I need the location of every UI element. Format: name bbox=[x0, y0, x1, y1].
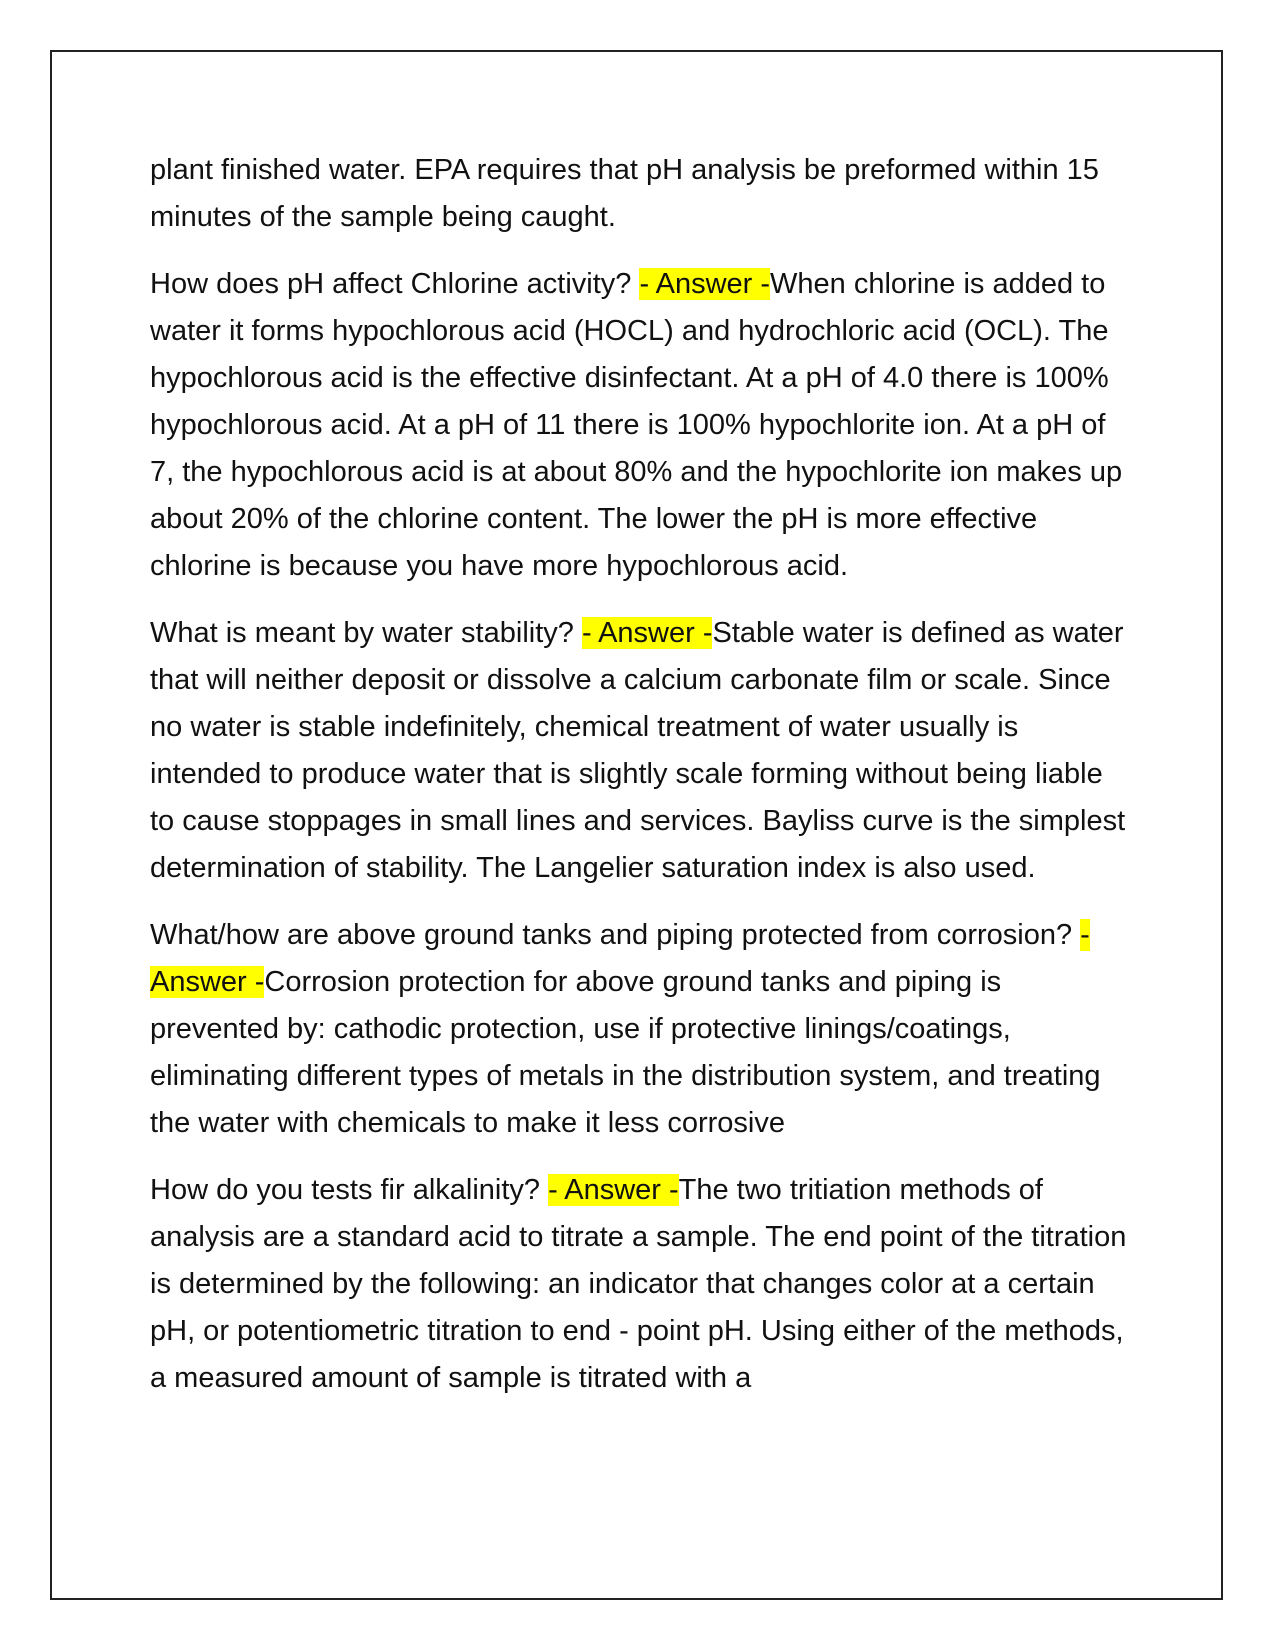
qa-paragraph-alkalinity bbox=[150, 1167, 1130, 1402]
answer-text: The two tritiation methods of analysis are a standard acid to titrate a sample. The end point of the titration is determined by the following: an indicator that changes color at a certain pH, or potentiometric titration to end - point pH. Using either of the methods, a measured amount of sample is titrated with a bbox=[150, 1174, 1127, 1394]
answer-marker-highlight: - Answer - bbox=[581, 617, 713, 649]
answer-marker-highlight: - Answer - bbox=[150, 919, 1090, 998]
qa-paragraph-corrosion bbox=[150, 912, 1130, 1147]
answer-marker-highlight: - Answer - bbox=[548, 1174, 679, 1206]
intro-text: plant finished water. EPA requires that pH analysis be preformed within 15 minutes of the sample being caught. bbox=[150, 154, 1099, 233]
answer-text: Corrosion protection for above ground tanks and piping is prevented by: cathodic protection, use if protective linings/coatings, eliminating different types of metals in the distribution system, and treating the water with chemicals to make it less corrosive bbox=[150, 966, 1101, 1139]
question-text: How do you tests fir alkalinity? bbox=[150, 1174, 549, 1206]
document-body bbox=[150, 147, 1130, 1422]
question-text: What is meant by water stability? bbox=[150, 617, 582, 649]
qa-paragraph-chlorine bbox=[150, 261, 1130, 590]
answer-text: When chlorine is added to water it forms hypochlorous acid (HOCL) and hydrochloric acid (OCL). The hypochlorous acid is the effective disinfectant. At a pH of 4.0 there is 100% hypochlorous acid. At a pH of 11 there is 100% hypochlorite ion. At a pH of 7, the hypochlorous acid is at about 80% and the hypochlorite ion makes up about 20% of the chlorine content. The lower the pH is more effective chlorine is because you have more hypochlorous acid. bbox=[150, 268, 1123, 582]
qa-paragraph-stability bbox=[150, 610, 1130, 892]
question-text: What/how are above ground tanks and piping protected from corrosion? bbox=[150, 919, 1081, 951]
question-text: How does pH affect Chlorine activity? bbox=[150, 268, 640, 300]
paragraph-intro bbox=[150, 147, 1130, 241]
answer-text: Stable water is defined as water that will neither deposit or dissolve a calcium carbonate film or scale. Since no water is stable indefinitely, chemical treatment of water usually is intended to produce water that is slightly scale forming without being liable to cause stoppages in small lines and services. Bayliss curve is the simplest determination of stability. The Langelier saturation index is also used. bbox=[150, 617, 1126, 884]
answer-marker-highlight: - Answer - bbox=[639, 268, 771, 300]
